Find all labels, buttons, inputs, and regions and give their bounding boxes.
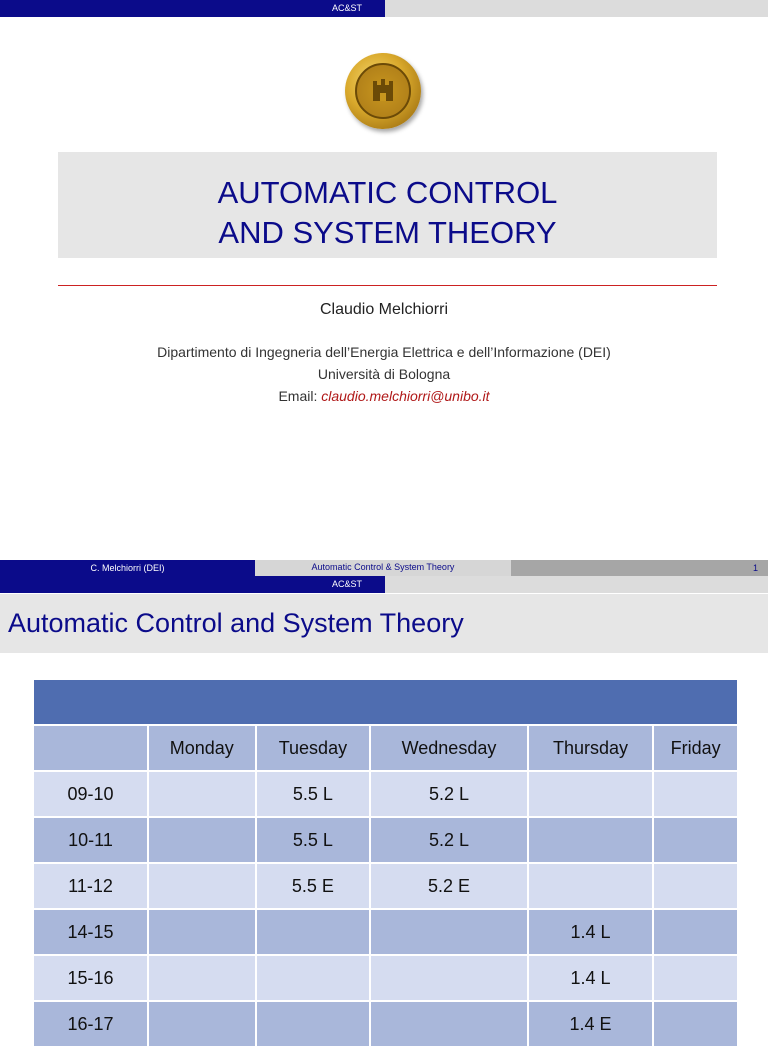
footer-page-number: 1 — [511, 560, 768, 576]
cell — [653, 955, 738, 1001]
cell — [370, 1001, 528, 1047]
table-banner-row — [33, 679, 738, 725]
seal-inner — [355, 63, 411, 119]
time-cell: 16-17 — [33, 1001, 148, 1047]
top-bar-slide-2 — [0, 576, 768, 593]
university: Università di Bologna — [317, 366, 451, 382]
time-cell: 14-15 — [33, 909, 148, 955]
table-banner — [33, 679, 738, 725]
table-row — [33, 1001, 738, 1047]
cell — [370, 909, 528, 955]
top-bar-dark — [0, 0, 385, 17]
slide-footer — [0, 560, 768, 576]
cell: 1.4 E — [528, 1001, 653, 1047]
table-row — [33, 955, 738, 1001]
top-bar-dark-slide-2 — [0, 576, 385, 593]
title-line-1: AUTOMATIC CONTROL — [217, 175, 558, 210]
top-bar — [0, 0, 768, 17]
header-cell-empty — [33, 725, 148, 771]
header-cell-friday: Friday — [653, 725, 738, 771]
cell: 5.5 E — [256, 863, 371, 909]
header-cell-wednesday: Wednesday — [370, 725, 528, 771]
time-cell: 10-11 — [33, 817, 148, 863]
time-cell: 09-10 — [33, 771, 148, 817]
header-cell-thursday: Thursday — [528, 725, 653, 771]
cell — [148, 955, 256, 1001]
cell: 5.2 L — [370, 771, 528, 817]
table-row — [33, 817, 738, 863]
short-title: AC&ST — [331, 3, 363, 13]
cell — [148, 1001, 256, 1047]
cell — [370, 955, 528, 1001]
table-row — [33, 771, 738, 817]
cell — [256, 909, 371, 955]
table-header-row — [33, 725, 738, 771]
table-row — [33, 863, 738, 909]
castle-icon — [371, 77, 395, 103]
short-title-slide-2: AC&ST — [331, 579, 363, 589]
email-line — [0, 385, 768, 407]
top-bar-light-slide-2 — [385, 576, 768, 593]
cell — [256, 955, 371, 1001]
cell — [653, 863, 738, 909]
author-name: Claudio Melchiorri — [319, 301, 449, 318]
title-line-2: AND SYSTEM THEORY — [218, 215, 557, 250]
slide-2-title-bar — [0, 594, 768, 653]
email-label: Email: — [278, 388, 322, 404]
top-bar-light — [385, 0, 768, 17]
cell — [653, 1001, 738, 1047]
cell: 5.5 L — [256, 817, 371, 863]
cell — [528, 771, 653, 817]
cell — [528, 863, 653, 909]
time-cell: 15-16 — [33, 955, 148, 1001]
cell: 1.4 L — [528, 955, 653, 1001]
cell: 5.2 L — [370, 817, 528, 863]
schedule-table — [32, 678, 739, 1048]
cell — [148, 771, 256, 817]
email-link[interactable]: claudio.melchiorri@unibo.it — [321, 388, 490, 404]
department: Dipartimento di Ingegneria dell’Energia Elettrica e dell’Informazione (DEI) — [157, 344, 611, 360]
footer-author: C. Melchiorri (DEI) — [0, 560, 255, 576]
title-box — [58, 152, 717, 258]
university-seal-logo — [345, 53, 421, 129]
footer-course: Automatic Control & System Theory — [255, 560, 511, 576]
cell — [148, 863, 256, 909]
cell: 5.5 L — [256, 771, 371, 817]
cell — [256, 1001, 371, 1047]
cell: 1.4 L — [528, 909, 653, 955]
cell — [653, 909, 738, 955]
cell — [653, 771, 738, 817]
header-cell-monday: Monday — [148, 725, 256, 771]
cell — [528, 817, 653, 863]
affiliation-block — [0, 341, 768, 407]
divider-line — [58, 285, 717, 286]
slide-2-title: Automatic Control and System Theory — [8, 608, 464, 638]
cell — [148, 909, 256, 955]
table-row — [33, 909, 738, 955]
time-cell: 11-12 — [33, 863, 148, 909]
cell — [148, 817, 256, 863]
cell — [653, 817, 738, 863]
cell: 5.2 E — [370, 863, 528, 909]
header-cell-tuesday: Tuesday — [256, 725, 371, 771]
